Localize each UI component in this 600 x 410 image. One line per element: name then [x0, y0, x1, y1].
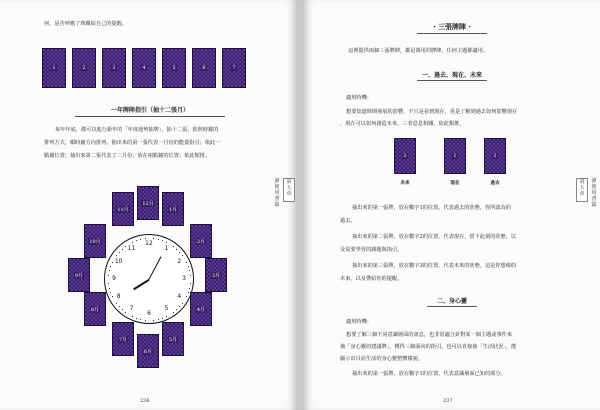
clock-tick [153, 238, 154, 239]
sub1-usage-line-1: 想要知道時間發展的影響，不只是看到現在，更是了解到過去如何影響現在 [346, 109, 518, 115]
side-tab-char: 讀 [591, 178, 597, 184]
month-card [112, 322, 134, 356]
spread-card-label: 過去 [490, 181, 500, 186]
clock-tick [125, 246, 126, 247]
side-tab-box-char: 五 [286, 185, 292, 191]
clock-tick [116, 303, 117, 304]
clock-tick [188, 266, 189, 267]
side-tab-char: 讀 [274, 178, 280, 184]
clock-tick [109, 270, 110, 271]
clock-numeral: 6 [147, 310, 151, 317]
clock-tick [182, 303, 183, 304]
side-tab-char: 書 [274, 196, 280, 202]
clock-tick [162, 318, 163, 319]
left-para-line-3: 點鐘位置；抽出來第二張代表了二月份，放在兩點鐘的位置；依此類推。 [44, 153, 211, 159]
sub2-usage-line-3: 顯示出目前生活的身心靈整體樣貌。 [340, 356, 424, 362]
sub2-usage-label: 適用時機： [346, 319, 372, 325]
side-tab-char: 使 [591, 184, 597, 190]
month-label: 1月 [168, 206, 178, 213]
tarot-card [222, 48, 246, 88]
section-title-rule [75, 116, 225, 117]
clock-numeral: 10 [114, 257, 123, 265]
clock-tick [132, 316, 133, 317]
month-label: 4月 [196, 306, 206, 313]
sub1-body-line-1: 抽出來的第一張牌，放在數字1的位置，代表過去的狀態，你所認為的 [352, 205, 511, 211]
clock-tick [158, 239, 159, 240]
left-side-tab [272, 178, 282, 208]
sub1-body-line-6: 未來，以及帶給你的提醒。 [340, 276, 403, 282]
subheading-1: 一、過去、現在、未來 [421, 72, 482, 79]
spread-card-number: 3 [403, 153, 407, 159]
month-label: 9月 [74, 272, 84, 279]
left-para-line-2: 排列方式，順時鐘方向排列。抽出來的第一張代表一月份的能量指引；依此一 [44, 140, 221, 146]
sub2-body: 抽出來的第一張牌，放在數字1的位置，代表意識層面已知的部分。 [352, 371, 506, 377]
subheading-1-rule [417, 80, 487, 81]
side-tab-box-char: 章 [286, 191, 292, 197]
spread-card [444, 138, 466, 174]
month-card [112, 192, 134, 226]
side-tab-box-char: 第 [579, 179, 585, 185]
month-label: 7月 [118, 336, 128, 343]
clock-tick [189, 288, 190, 289]
spread-card-label: 未來 [400, 181, 410, 186]
month-label: 5月 [168, 336, 178, 343]
month-label: 8月 [90, 306, 100, 313]
right-intro: 這裡提供兩個三張牌陣，都是萬用的牌陣，任何主題都適用。 [348, 48, 489, 54]
clock-tick [166, 316, 167, 317]
side-tab-char: 用 [274, 190, 280, 196]
clock-tick [186, 296, 187, 297]
clock-tick [110, 266, 111, 267]
tarot-card [132, 48, 156, 88]
left-top-text: 何，是否呼應了理藏給自己的提醒。 [44, 21, 128, 27]
card-number: 1 [52, 65, 56, 71]
month-card [84, 292, 106, 326]
clock-tick [173, 312, 174, 313]
side-tab-char: 篇 [274, 202, 280, 208]
right-side-tab-box [576, 178, 588, 202]
month-card [190, 224, 212, 258]
month-label: 6月 [143, 348, 153, 355]
clock-tick [145, 238, 146, 239]
sub1-body-line-5: 抽出來的第三張牌，放在數字3的位置，代表未來的狀態，這是你想像的 [352, 263, 517, 269]
clock-tick [136, 318, 137, 319]
clock-minute-hand [148, 256, 161, 280]
left-para-line-1: 每年年底，都可以進行新年的「年度運勢抽牌」，抽十二張，依照時鐘的 [55, 127, 219, 133]
clock-tick [110, 292, 111, 293]
clock-tick [173, 246, 174, 247]
month-label: 11月 [117, 206, 129, 213]
clock-tick [190, 283, 191, 284]
clock-tick [176, 249, 177, 250]
clock-numeral: 4 [177, 292, 182, 300]
right-title-rule [417, 33, 487, 34]
clock-tick [190, 275, 191, 276]
clock-tick [153, 320, 154, 321]
clock-tick [109, 288, 110, 289]
side-tab-char: 用 [591, 190, 597, 196]
clock-tick [116, 255, 117, 256]
spread-card [394, 138, 416, 174]
clock-tick [125, 312, 126, 313]
month-label: 10月 [89, 238, 101, 245]
clock-tick [122, 309, 123, 310]
clock-tick [162, 240, 163, 241]
month-label: 2月 [196, 238, 206, 245]
sub1-body-line-4: 及需要學習的課題與指引。 [340, 247, 403, 253]
clock-tick [140, 239, 141, 240]
month-card [162, 322, 184, 356]
spread-card [484, 138, 506, 174]
month-label: 12月 [142, 200, 154, 207]
card-number: 6 [202, 65, 206, 71]
month-card [190, 292, 212, 326]
clock-tick [188, 292, 189, 293]
sub1-body-line-2: 過去。 [340, 218, 356, 224]
sub1-body-line-3: 抽出來的第二張牌，放在數字2的位置，代表現在，當下此刻的狀態，以 [352, 234, 517, 240]
month-card [137, 186, 159, 220]
left-side-tab-box [283, 178, 295, 202]
tarot-card [102, 48, 126, 88]
side-tab-char: 書 [591, 196, 597, 202]
clock-tick [189, 270, 190, 271]
tarot-card [72, 48, 96, 88]
left-page-number: 236 [140, 398, 150, 404]
sub2-usage-line-2: 抽「身心靈的建議牌」，獲得三個面向的指引。也可以直接抽「生活狀況」，能 [340, 344, 517, 350]
clock-tick [140, 319, 141, 320]
clock-tick [122, 249, 123, 250]
clock-numeral: 2 [177, 257, 182, 265]
clock-face [104, 234, 194, 324]
clock-tick [186, 262, 187, 263]
clock-numeral: 12 [145, 240, 153, 247]
right-page [302, 0, 600, 410]
month-label: 3月 [211, 272, 221, 279]
section-title: 一年牌陣指引（抽十二張月） [110, 107, 189, 114]
card-number: 2 [82, 65, 86, 71]
card-number: 4 [142, 65, 146, 71]
clock-tick [112, 296, 113, 297]
side-tab-box-char: 五 [579, 185, 585, 191]
subheading-2: 二、身心靈 [436, 298, 467, 305]
tarot-card [42, 48, 66, 88]
clock-tick [182, 255, 183, 256]
card-number: 7 [232, 65, 236, 71]
side-tab-char: 篇 [591, 202, 597, 208]
month-card [68, 258, 90, 292]
clock-numeral: 9 [112, 275, 116, 282]
clock-tick [112, 262, 113, 263]
side-tab-box-char: 章 [579, 191, 585, 197]
side-tab-char: 使 [274, 184, 280, 190]
month-card [84, 224, 106, 258]
clock-numeral: 7 [129, 305, 134, 313]
spread-card-label: 現在 [450, 181, 460, 186]
side-tab-box-char: 第 [286, 179, 292, 185]
clock-tick [179, 306, 180, 307]
card-number: 3 [112, 65, 116, 71]
clock-tick [176, 309, 177, 310]
spread-card-number: 1 [453, 153, 457, 159]
month-card [205, 258, 227, 292]
clock-hour-hand [133, 279, 149, 290]
clock-tick [158, 319, 159, 320]
month-card [162, 192, 184, 226]
left-page [0, 0, 298, 410]
subheading-2-rule [427, 306, 477, 307]
clock-numeral: 5 [164, 305, 169, 313]
clock-tick [166, 242, 167, 243]
tarot-card [162, 48, 186, 88]
month-card [137, 334, 159, 368]
clock-tick [108, 275, 109, 276]
right-page-number: 237 [443, 398, 453, 404]
clock-numeral: 8 [116, 292, 121, 300]
clock-tick [108, 283, 109, 284]
sub1-usage-line-2: ，現在可以如何創造未來。三者息息相關，依此類推。 [340, 121, 465, 127]
sub2-usage-line-1: 想要了解三個不同意識層面的訊息，也非常適合針對某一個主題或事件來 [346, 332, 513, 338]
tarot-card [192, 48, 216, 88]
clock-tick [136, 240, 137, 241]
clock-numeral: 11 [127, 244, 136, 252]
clock-tick [119, 306, 120, 307]
clock-numeral: 3 [182, 275, 186, 282]
clock-tick [145, 320, 146, 321]
clock-tick [179, 252, 180, 253]
card-number: 5 [172, 65, 176, 71]
sub1-usage-label: 適用時機： [346, 95, 372, 101]
right-title: ・三張牌陣・ [431, 22, 473, 31]
clock-numeral: 1 [164, 244, 169, 252]
clock-tick [132, 242, 133, 243]
right-side-tab [589, 178, 599, 208]
clock-tick [119, 252, 120, 253]
spread-card-number: 2 [493, 153, 497, 159]
